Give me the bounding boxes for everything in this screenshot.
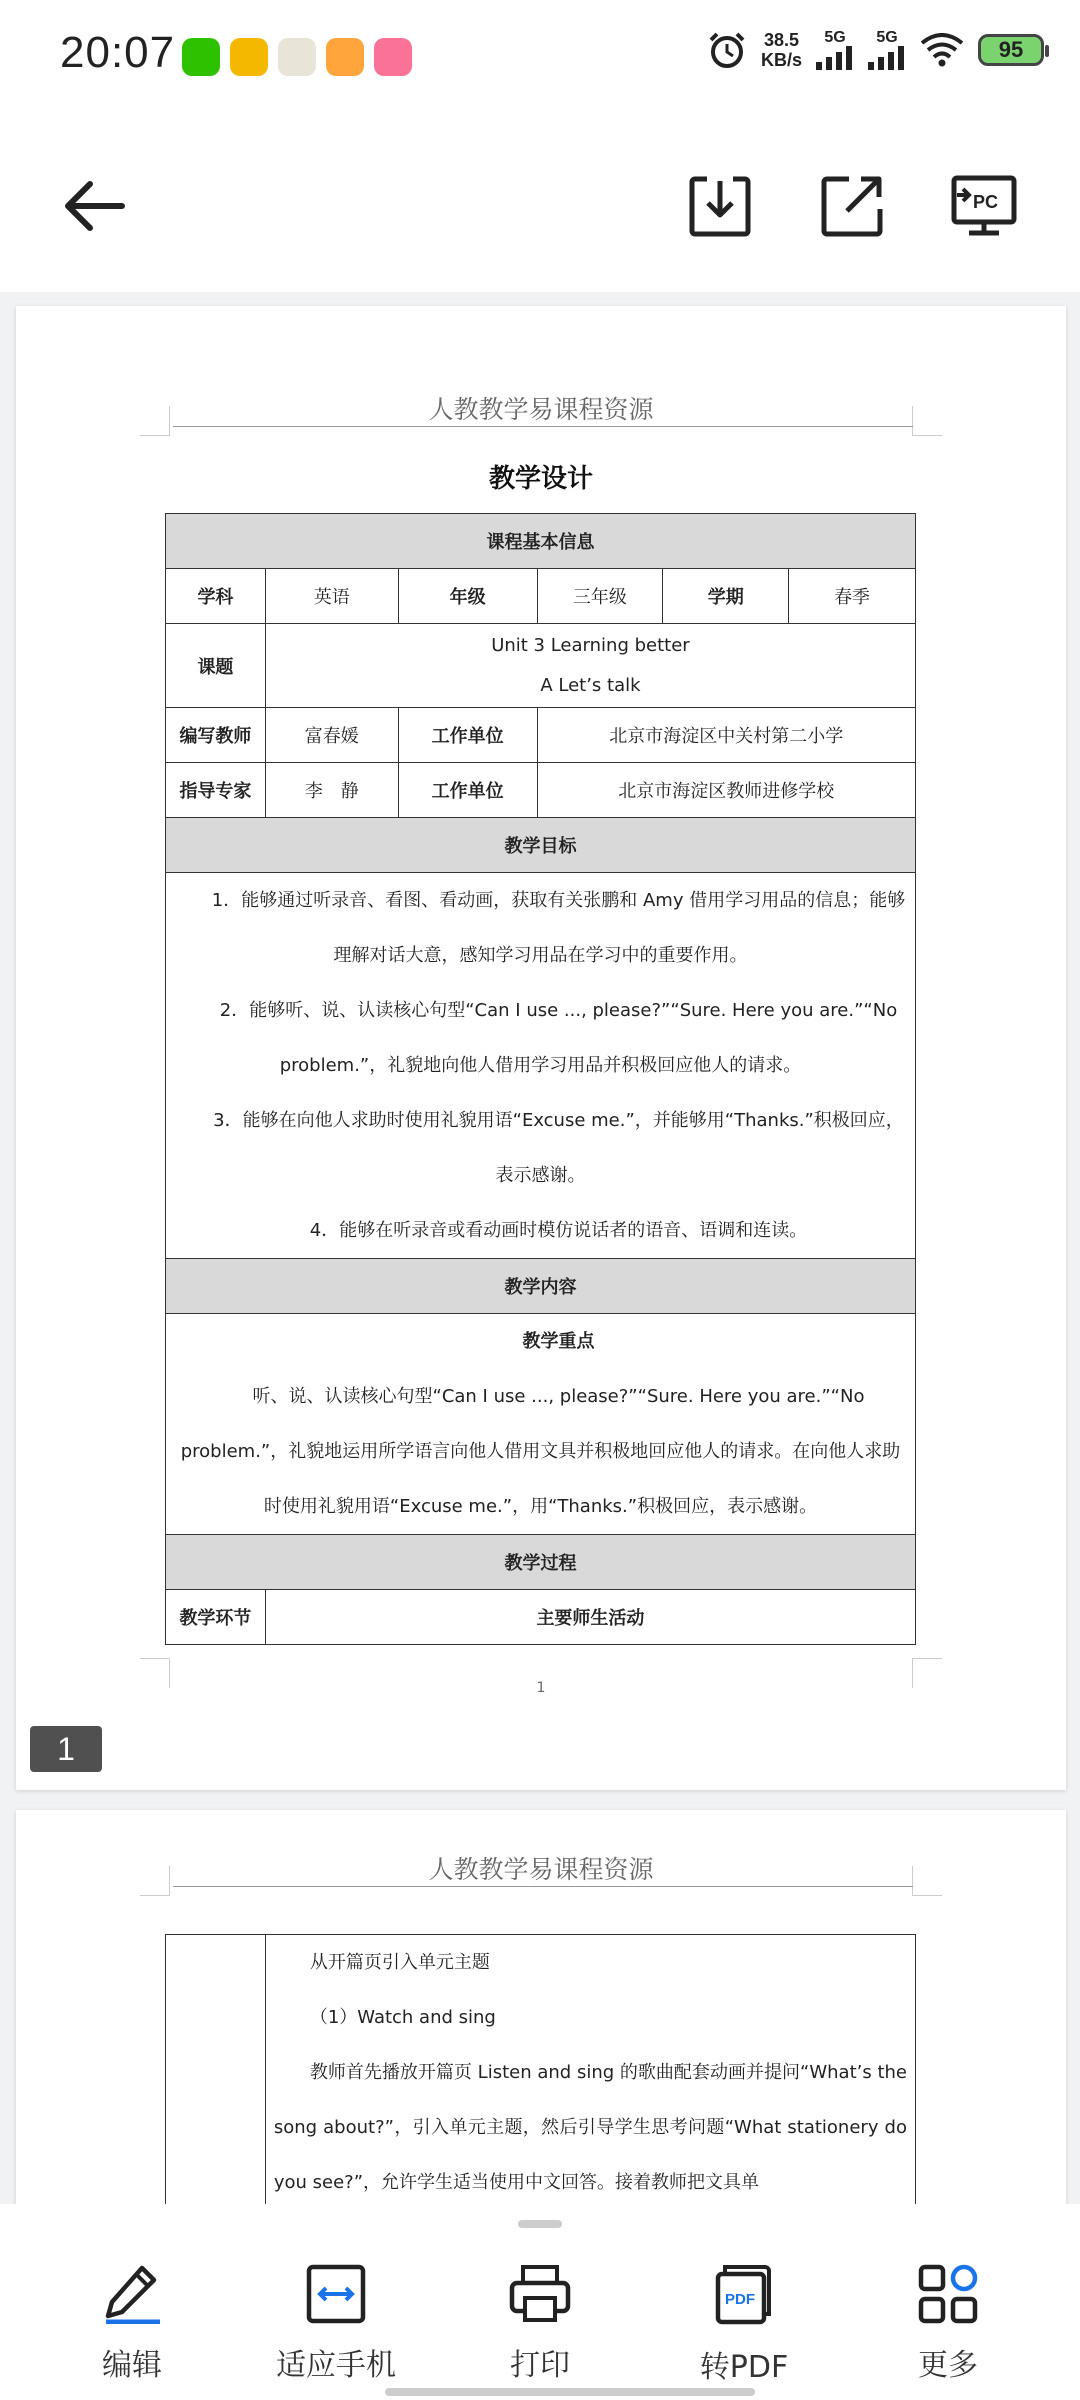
term-value: 春季 bbox=[789, 569, 916, 624]
arrow-left-icon bbox=[62, 178, 126, 234]
app-icon-yellow bbox=[230, 38, 268, 76]
signal-sim1: 5G bbox=[816, 30, 854, 70]
goal-item: 2．能够听、说、认读核心句型“Can I use ..., please?”“Sure. Here you are.”“No problem.”，礼貌地向他人借用学习用品并积极回应他人的请求。 bbox=[219, 1000, 898, 1076]
activity-label: 主要师生活动 bbox=[265, 1590, 915, 1645]
status-bar bbox=[0, 0, 1080, 120]
battery-level: 95 bbox=[998, 37, 1024, 62]
open-on-pc-button[interactable] bbox=[944, 166, 1024, 246]
printer-icon bbox=[509, 2264, 571, 2324]
system-icons bbox=[707, 30, 1044, 70]
wechat-icon bbox=[182, 38, 220, 76]
fit-phone-label: 适应手机 bbox=[276, 2348, 396, 2383]
expert-unit-value: 北京市海淀区教师进修学校 bbox=[537, 763, 915, 818]
home-indicator[interactable] bbox=[385, 2388, 755, 2396]
teacher-unit-label: 工作单位 bbox=[398, 708, 537, 763]
document-page-1[interactable] bbox=[16, 306, 1066, 1790]
top-toolbar bbox=[0, 120, 1080, 292]
goal-item: 4．能够在听录音或看动画时模仿说话者的语音、语调和连读。 bbox=[309, 1220, 808, 1241]
activity-cell bbox=[265, 1935, 915, 2211]
grade-value: 三年级 bbox=[537, 569, 663, 624]
signal-bars-icon bbox=[868, 46, 906, 70]
fit-width-icon bbox=[306, 2264, 366, 2324]
download-button[interactable] bbox=[680, 166, 760, 246]
svg-text:PC: PC bbox=[973, 192, 999, 212]
document-page-2[interactable] bbox=[16, 1810, 1066, 2210]
pdf-icon bbox=[713, 2264, 775, 2326]
topic-value bbox=[265, 624, 915, 708]
section-process: 教学过程 bbox=[166, 1535, 916, 1590]
convert-pdf-button[interactable] bbox=[664, 2264, 824, 2386]
section-content: 教学内容 bbox=[166, 1259, 916, 1314]
pc-display-icon bbox=[951, 175, 1017, 237]
wifi-icon bbox=[920, 33, 964, 67]
step-label: 教学环节 bbox=[166, 1590, 266, 1645]
edit-label: 编辑 bbox=[102, 2348, 162, 2383]
battery-icon bbox=[978, 34, 1044, 66]
activity-line: （1）Watch and sing bbox=[309, 2007, 496, 2028]
document-header: 人教教学易课程资源 bbox=[428, 395, 654, 424]
subject-label: 学科 bbox=[166, 569, 266, 624]
status-time: 20:07 bbox=[60, 28, 176, 77]
key-points-text: 听、说、认读核心句型“Can I use ..., please?”“Sure. Here you are.”“No problem.”，礼貌地运用所学语言向他人借用文具并积极地回应他人的请求。在向他人求助时使用礼貌用语“Excuse me.”，用“Thanks.”积极回应，表示感谢。 bbox=[180, 1386, 901, 1517]
lesson-info-table bbox=[165, 513, 916, 1645]
activity-line: 从开篇页引入单元主题 bbox=[309, 1952, 490, 1973]
document-title: 教学设计 bbox=[488, 464, 593, 494]
section-goals: 教学目标 bbox=[166, 818, 916, 873]
activity-line: 教师首先播放开篇页 Listen and sing 的歌曲配套动画并提问“What’s the song about?”，引入单元主题，然后引导学生思考问题“What stationery do you see?”，允许学生适当使用中文回答。接着教师把文具单 bbox=[273, 2062, 907, 2193]
print-label: 打印 bbox=[510, 2348, 570, 2383]
page-indicator-badge: 1 bbox=[30, 1726, 102, 1772]
alarm-icon bbox=[707, 30, 747, 70]
document-header: 人教教学易课程资源 bbox=[428, 1855, 654, 1884]
teacher-label: 编写教师 bbox=[166, 708, 266, 763]
header-rule bbox=[173, 426, 913, 427]
grade-label: 年级 bbox=[398, 569, 537, 624]
section-basic-info: 课程基本信息 bbox=[166, 514, 916, 569]
download-icon bbox=[689, 175, 751, 237]
share-button[interactable] bbox=[812, 166, 892, 246]
expert-unit-label: 工作单位 bbox=[398, 763, 537, 818]
print-button[interactable] bbox=[460, 2264, 620, 2384]
pencil-icon bbox=[102, 2264, 162, 2324]
signal-sim2: 5G bbox=[868, 30, 906, 70]
goal-item: 1．能够通过听录音、看图、看动画，获取有关张鹏和 Amy 借用学习用品的信息；能够理解对话大意，感知学习用品在学习中的重要作用。 bbox=[211, 890, 906, 966]
teacher-value: 富春媛 bbox=[265, 708, 398, 763]
more-button[interactable] bbox=[868, 2264, 1028, 2384]
signal-bars-icon bbox=[816, 46, 854, 70]
fit-phone-button[interactable] bbox=[256, 2264, 416, 2384]
bottom-action-bar bbox=[0, 2204, 1080, 2400]
expert-label: 指导专家 bbox=[166, 763, 266, 818]
key-points-label: 教学重点 bbox=[522, 1331, 595, 1352]
subject-value: 英语 bbox=[265, 569, 398, 624]
goal-item: 3．能够在向他人求助时使用礼貌用语“Excuse me.”，并能够用“Thanks.”积极回应，表示感谢。 bbox=[213, 1110, 904, 1186]
share-icon bbox=[821, 175, 883, 237]
network-speed: 38.5 KB/s bbox=[760, 30, 802, 70]
drag-handle[interactable] bbox=[518, 2220, 562, 2228]
expert-value: 李 静 bbox=[265, 763, 398, 818]
page-number: 1 bbox=[536, 1680, 546, 1696]
convert-pdf-label: 转PDF bbox=[699, 2350, 789, 2385]
step-cell bbox=[166, 1935, 266, 2211]
notification-icons bbox=[182, 38, 412, 76]
topic-label: 课题 bbox=[166, 624, 266, 708]
edit-button[interactable] bbox=[52, 2264, 212, 2384]
content-cell bbox=[166, 1314, 916, 1535]
goals-cell bbox=[166, 873, 916, 1259]
app-icon-green bbox=[278, 38, 316, 76]
svg-text:PDF: PDF bbox=[725, 2291, 755, 2308]
header-rule bbox=[173, 1886, 913, 1887]
term-label: 学期 bbox=[663, 569, 789, 624]
more-label: 更多 bbox=[918, 2348, 978, 2383]
teacher-unit-value: 北京市海淀区中关村第二小学 bbox=[537, 708, 915, 763]
topic-line-2: A Let’s talk bbox=[540, 674, 641, 696]
process-table-continued bbox=[165, 1934, 916, 2210]
bilibili-icon bbox=[374, 38, 412, 76]
more-apps-icon bbox=[918, 2264, 978, 2324]
video-app-icon bbox=[326, 38, 364, 76]
back-button[interactable] bbox=[54, 166, 134, 246]
topic-line-1: Unit 3 Learning better bbox=[491, 634, 690, 656]
